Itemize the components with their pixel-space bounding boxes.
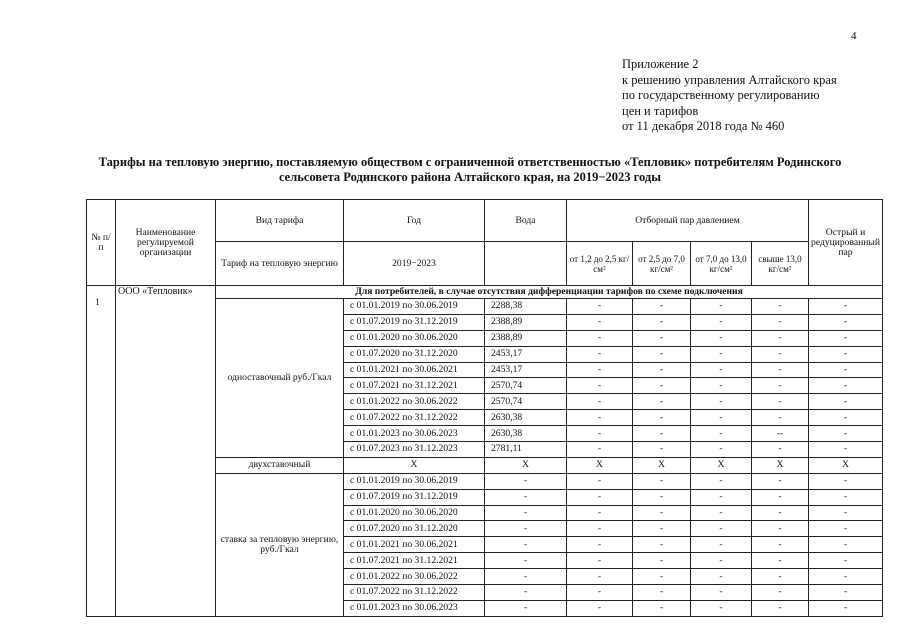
steam-value-cell: - xyxy=(752,394,809,410)
sharp-steam-cell: - xyxy=(809,537,883,553)
steam-value-cell: - xyxy=(567,521,633,537)
water-value-cell: - xyxy=(485,489,567,505)
steam-value-cell: - xyxy=(752,505,809,521)
appendix-line: цен и тарифов xyxy=(622,103,699,118)
steam-value-cell: - xyxy=(752,362,809,378)
sharp-steam-cell: - xyxy=(809,585,883,601)
water-value-cell: 2630,38 xyxy=(485,426,567,442)
header-pressure-4: свыше 13,0 кг/см² xyxy=(752,242,809,286)
period-cell: с 01.01.2020 по 30.06.2020 xyxy=(344,505,485,521)
sharp-steam-cell: - xyxy=(809,442,883,458)
steam-value-cell: - xyxy=(633,521,691,537)
appendix-block xyxy=(622,57,837,135)
header-year: Год xyxy=(344,200,485,242)
steam-value-cell: - xyxy=(752,314,809,330)
period-cell: с 01.01.2019 по 30.06.2019 xyxy=(344,473,485,489)
steam-value-cell: - xyxy=(567,489,633,505)
steam-value-cell: - xyxy=(691,585,752,601)
steam-value-cell: - xyxy=(691,569,752,585)
steam-value-cell: - xyxy=(691,378,752,394)
steam-value-cell: - xyxy=(567,442,633,458)
appendix-line: от 11 декабря 2018 года № 460 xyxy=(622,119,785,134)
sharp-steam-cell: - xyxy=(809,600,883,616)
water-value-cell: 2570,74 xyxy=(485,394,567,410)
steam-value-cell: - xyxy=(633,394,691,410)
steam-value-cell: - xyxy=(691,394,752,410)
period-cell: с 01.07.2019 по 31.12.2019 xyxy=(344,489,485,505)
section-title: Для потребителей, в случае отсутствия дифференциации тарифов по схеме подключения xyxy=(216,286,883,299)
title-line: Тарифы на тепловую энергию, поставляемую обществом с ограниченной ответственностью «Тепловик» потребителям Родинского xyxy=(98,155,842,169)
period-cell: с 01.07.2020 по 31.12.2020 xyxy=(344,521,485,537)
sharp-steam-cell: - xyxy=(809,362,883,378)
header-sharp-steam: Острый и редуцированный пар xyxy=(809,200,883,286)
steam-value-cell: - xyxy=(633,426,691,442)
period-cell: с 01.01.2022 по 30.06.2022 xyxy=(344,569,485,585)
sharp-steam-cell: - xyxy=(809,394,883,410)
steam-value-cell: - xyxy=(752,442,809,458)
period-cell: с 01.01.2019 по 30.06.2019 xyxy=(344,299,485,315)
steam-value-cell: - xyxy=(752,585,809,601)
header-pressure-3: от 7,0 до 13,0 кг/см² xyxy=(691,242,752,286)
steam-value-cell: - xyxy=(567,537,633,553)
steam-value-cell: - xyxy=(567,569,633,585)
org-name: ООО «Тепловик» xyxy=(116,286,216,617)
header-org: Наименование регулируемой организации xyxy=(116,200,216,286)
water-value-cell: - xyxy=(485,553,567,569)
steam-value-cell: - xyxy=(633,600,691,616)
sharp-steam-cell: - xyxy=(809,489,883,505)
header-pressure-1: от 1,2 до 2,5 кг/см² xyxy=(567,242,633,286)
steam-value-cell: - xyxy=(633,330,691,346)
steam-value-cell: - xyxy=(567,426,633,442)
period-cell: с 01.01.2021 по 30.06.2021 xyxy=(344,537,485,553)
steam-value-cell: - xyxy=(691,505,752,521)
row-number: 1 xyxy=(87,286,116,617)
tariff-table xyxy=(86,199,883,617)
sharp-steam-cell: - xyxy=(809,410,883,426)
steam-value-cell: - xyxy=(752,489,809,505)
steam-value-cell: - xyxy=(691,362,752,378)
steam-value-cell: - xyxy=(567,378,633,394)
steam-value-cell: - xyxy=(633,346,691,362)
period-cell: с 01.01.2023 по 30.06.2023 xyxy=(344,600,485,616)
period-cell: с 01.01.2022 по 30.06.2022 xyxy=(344,394,485,410)
water-value-cell: 2453,17 xyxy=(485,346,567,362)
steam-value-cell: - xyxy=(633,553,691,569)
period-cell: с 01.07.2022 по 31.12.2022 xyxy=(344,585,485,601)
steam-value-cell: - xyxy=(633,299,691,315)
header-tariff-type: Вид тарифа xyxy=(216,200,344,242)
steam-value-cell: - xyxy=(752,569,809,585)
steam-value-cell: - xyxy=(633,569,691,585)
steam-value-cell: - xyxy=(633,378,691,394)
steam-value-cell: - xyxy=(752,330,809,346)
header-num: № п/п xyxy=(87,200,116,286)
water-value-cell: - xyxy=(485,600,567,616)
steam-value-cell: - xyxy=(691,299,752,315)
steam-value-cell: - xyxy=(633,505,691,521)
x-cell: X xyxy=(567,457,633,473)
period-cell: с 01.07.2021 по 31.12.2021 xyxy=(344,553,485,569)
steam-value-cell: - xyxy=(633,489,691,505)
steam-value-cell: - xyxy=(691,537,752,553)
sharp-steam-cell: - xyxy=(809,330,883,346)
steam-value-cell: - xyxy=(691,426,752,442)
sharp-steam-cell: - xyxy=(809,521,883,537)
steam-value-cell: - xyxy=(633,537,691,553)
steam-value-cell: - xyxy=(567,600,633,616)
sharp-steam-cell: - xyxy=(809,569,883,585)
x-cell: X xyxy=(809,457,883,473)
header-year-sub: 2019−2023 xyxy=(344,242,485,286)
steam-value-cell: - xyxy=(567,394,633,410)
sharp-steam-cell: - xyxy=(809,378,883,394)
steam-value-cell: - xyxy=(567,330,633,346)
x-cell: X xyxy=(485,457,567,473)
water-value-cell: 2288,38 xyxy=(485,299,567,315)
steam-value-cell: - xyxy=(633,585,691,601)
header-tariff-sub: Тариф на тепловую энергию xyxy=(216,242,344,286)
sharp-steam-cell: - xyxy=(809,299,883,315)
steam-value-cell: - xyxy=(752,600,809,616)
x-cell: X xyxy=(691,457,752,473)
header-water: Вода xyxy=(485,200,567,242)
steam-value-cell: - xyxy=(691,410,752,426)
steam-value-cell: - xyxy=(691,473,752,489)
period-cell: с 01.07.2021 по 31.12.2021 xyxy=(344,378,485,394)
x-cell: X xyxy=(633,457,691,473)
x-cell: X xyxy=(752,457,809,473)
page-number: 4 xyxy=(851,30,857,42)
sharp-steam-cell: - xyxy=(809,346,883,362)
steam-value-cell: - xyxy=(752,299,809,315)
steam-value-cell: - xyxy=(567,314,633,330)
water-value-cell: 2630,38 xyxy=(485,410,567,426)
steam-value-cell: - xyxy=(691,553,752,569)
steam-value-cell: - xyxy=(633,362,691,378)
steam-value-cell: - xyxy=(752,346,809,362)
water-value-cell: - xyxy=(485,521,567,537)
period-cell: с 01.07.2023 по 31.12.2023 xyxy=(344,442,485,458)
sharp-steam-cell: - xyxy=(809,426,883,442)
tariff-type-label: двухставочный xyxy=(216,457,344,473)
steam-value-cell: - xyxy=(752,553,809,569)
water-value-cell: - xyxy=(485,473,567,489)
water-value-cell: - xyxy=(485,505,567,521)
x-cell: X xyxy=(344,457,485,473)
steam-value-cell: - xyxy=(691,330,752,346)
steam-value-cell: - xyxy=(633,442,691,458)
water-value-cell: - xyxy=(485,569,567,585)
steam-value-cell: - xyxy=(752,537,809,553)
steam-value-cell: - xyxy=(567,346,633,362)
tariff-type-label: ставка за тепловую энергию, руб./Гкал xyxy=(216,473,344,616)
period-cell: с 01.01.2020 по 30.06.2020 xyxy=(344,330,485,346)
header-pressure-2: от 2,5 до 7,0 кг/см² xyxy=(633,242,691,286)
steam-value-cell: - xyxy=(633,473,691,489)
water-value-cell: 2570,74 xyxy=(485,378,567,394)
water-value-cell: 2781,11 xyxy=(485,442,567,458)
header-water-sub xyxy=(485,242,567,286)
steam-value-cell: - xyxy=(691,600,752,616)
steam-value-cell: - xyxy=(752,378,809,394)
title-line: сельсовета Родинского района Алтайского края, на 2019−2023 годы xyxy=(278,170,661,184)
appendix-line: к решению управления Алтайского края xyxy=(622,72,837,87)
appendix-line: Приложение 2 xyxy=(622,57,699,71)
water-value-cell: 2388,89 xyxy=(485,314,567,330)
period-cell: с 01.01.2021 по 30.06.2021 xyxy=(344,362,485,378)
steam-value-cell: - xyxy=(691,521,752,537)
steam-value-cell: - xyxy=(567,299,633,315)
water-value-cell: - xyxy=(485,537,567,553)
steam-value-cell: - xyxy=(691,489,752,505)
steam-value-cell: - xyxy=(691,346,752,362)
sharp-steam-cell: - xyxy=(809,505,883,521)
steam-value-cell: - xyxy=(567,362,633,378)
steam-value-cell: - xyxy=(752,473,809,489)
water-value-cell: 2388,89 xyxy=(485,330,567,346)
steam-value-cell: -- xyxy=(752,426,809,442)
water-value-cell: 2453,17 xyxy=(485,362,567,378)
header-steam: Отборный пар давлением xyxy=(567,200,809,242)
appendix-line: по государственному регулированию xyxy=(622,88,820,103)
period-cell: с 01.07.2022 по 31.12.2022 xyxy=(344,410,485,426)
document-title xyxy=(80,155,860,185)
sharp-steam-cell: - xyxy=(809,314,883,330)
steam-value-cell: - xyxy=(633,410,691,426)
steam-value-cell: - xyxy=(567,473,633,489)
steam-value-cell: - xyxy=(691,442,752,458)
steam-value-cell: - xyxy=(567,410,633,426)
sharp-steam-cell: - xyxy=(809,553,883,569)
tariff-type-label: одноставочный руб./Гкал xyxy=(216,299,344,458)
steam-value-cell: - xyxy=(752,410,809,426)
period-cell: с 01.07.2020 по 31.12.2020 xyxy=(344,346,485,362)
steam-value-cell: - xyxy=(567,553,633,569)
steam-value-cell: - xyxy=(633,314,691,330)
sharp-steam-cell: - xyxy=(809,473,883,489)
steam-value-cell: - xyxy=(752,521,809,537)
steam-value-cell: - xyxy=(567,505,633,521)
steam-value-cell: - xyxy=(691,314,752,330)
period-cell: с 01.07.2019 по 31.12.2019 xyxy=(344,314,485,330)
water-value-cell: - xyxy=(485,585,567,601)
steam-value-cell: - xyxy=(567,585,633,601)
period-cell: с 01.01.2023 по 30.06.2023 xyxy=(344,426,485,442)
